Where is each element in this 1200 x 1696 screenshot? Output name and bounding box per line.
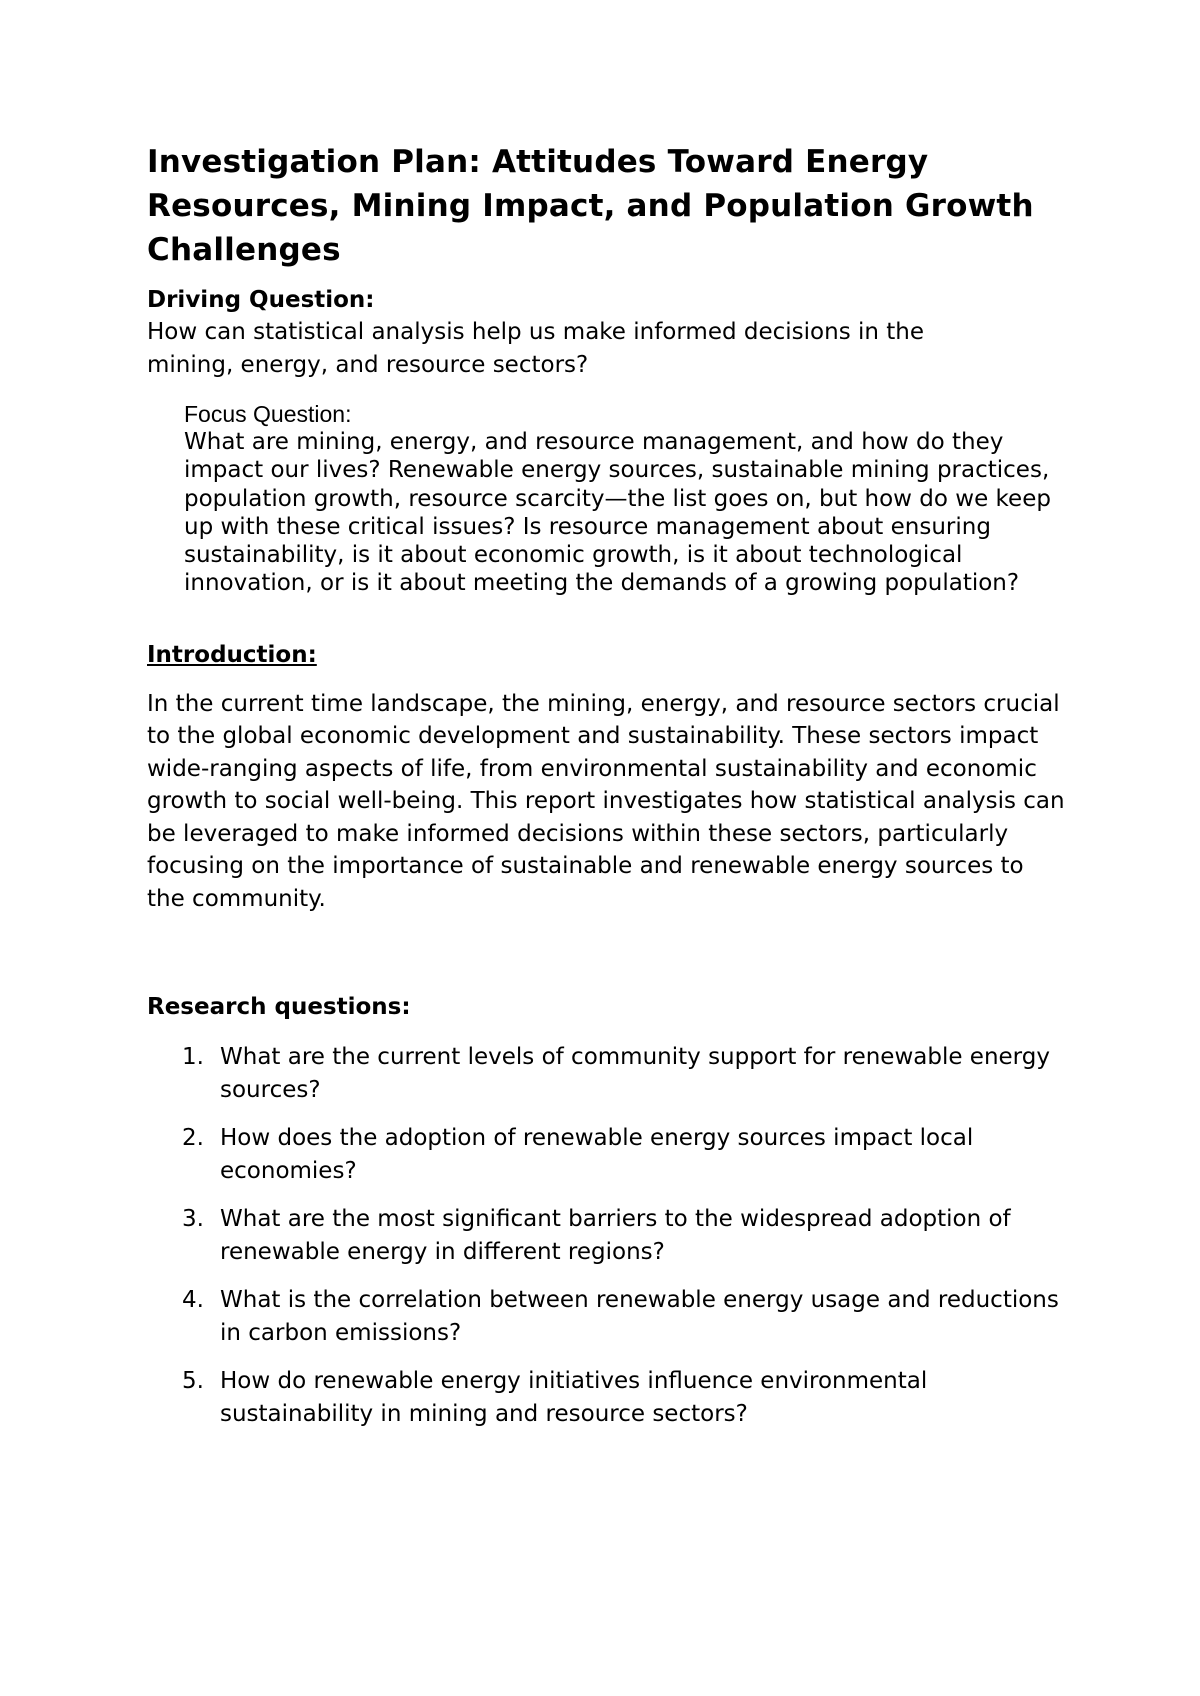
list-item (147, 1365, 1080, 1431)
focus-question-block (184, 400, 1084, 598)
list-item-number: 4. (182, 1287, 204, 1314)
list-item-text: How do renewable energy initiatives influence environmental sustainability in mining and resource sectors? (220, 1368, 928, 1428)
list-item-text: What is the correlation between renewable energy usage and reductions in carbon emissions? (220, 1287, 1059, 1347)
list-item-number: 3. (182, 1206, 204, 1233)
list-item-number: 1. (182, 1044, 204, 1071)
introduction-heading: Introduction: (147, 641, 317, 668)
list-item-number: 2. (182, 1125, 204, 1152)
page-title: Investigation Plan: Attitudes Toward Energy Resources, Mining Impact, and Population Growth Challenges (147, 144, 1034, 268)
research-questions-heading: Research questions: (147, 994, 411, 1021)
document-page (147, 140, 1077, 1446)
list-item (147, 1203, 1080, 1269)
driving-question-text: How can statistical analysis help us make informed decisions in the mining, energy, and resource sectors? (147, 319, 925, 378)
list-item-number: 5. (182, 1368, 204, 1395)
list-item (147, 1284, 1080, 1350)
list-item-text: What are the most significant barriers to the widespread adoption of renewable energy in different regions? (220, 1206, 1011, 1266)
list-item-text: How does the adoption of renewable energy sources impact local economies? (220, 1125, 974, 1185)
introduction-text: In the current time landscape, the mining, energy, and resource sectors crucial to the global economic development and sustainability. These sectors impact wide-ranging aspects of life, from environmental sustainability and economic growth to social well-being. This report investigates how statistical analysis can be leveraged to make informed decisions within these sectors, particularly focusing on the importance of sustainable and renewable energy sources to the community. (147, 690, 1065, 912)
focus-question-text: What are mining, energy, and resource management, and how do they impact our lives? Renewable energy sources, sustainable mining practices, population growth, resource scarcity—the list goes on, but how do we keep up with these critical issues? Is resource management about ensuring sustainability, is it about economic growth, is it about technological innovation, or is it about meeting the demands of a growing population? (184, 429, 1051, 597)
list-item (147, 1041, 1080, 1107)
research-questions-list (147, 1041, 1077, 1431)
focus-question-label: Focus Question: (184, 401, 352, 427)
driving-question-label: Driving Question: (147, 287, 375, 313)
list-item-text: What are the current levels of community support for renewable energy sources? (220, 1044, 1050, 1104)
list-item (147, 1122, 1080, 1188)
